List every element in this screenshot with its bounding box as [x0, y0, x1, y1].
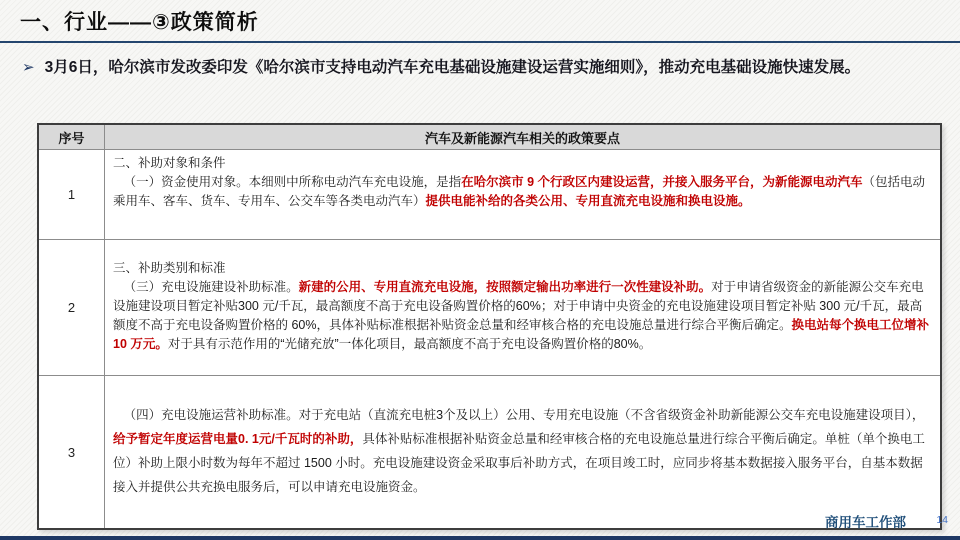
policy-paragraph — [113, 403, 931, 499]
policy-text-segment: （一）资金使用对象。本细则中所称电动汽车充电设施，是指 — [123, 175, 462, 189]
summary-bullet — [22, 57, 938, 79]
policy-text-segment-emphasis: 给予暂定年度运营电量0. 1元/千瓦时的补助， — [113, 432, 363, 446]
policy-text-segment: 对于具有示范作用的“光储充放”一体化项目，最高额度不高于充电设备购置价格的80%。 — [167, 337, 652, 351]
page-title: 一、行业——③政策简析 — [20, 11, 259, 34]
bullet-arrow-icon: ➢ — [22, 59, 35, 76]
column-header-number: 序号 — [38, 124, 105, 150]
policy-text-segment-emphasis: 换电站每个换电工位增补 10 万元。 — [113, 318, 930, 351]
policy-cell — [105, 376, 942, 530]
footer-department: 商用车工作部 — [825, 515, 906, 530]
policy-text-segment: （四）充电设施运营补助标准。对于充电站（直流充电桩3个及以上）公用、专用充电设施（不含省级资金补助新能源公交车充电设施建设项目）， — [123, 408, 925, 422]
policy-text-segment: 具体补贴标准根据补贴资金总量和经审核合格的充电设施总量进行综合平衡后确定。单桩（单个换电工位）补助上限小时数为每年不超过 1500 小时。充电设施建设资金采取事后补助方式，在项目竣工时，应同步将基本数据接入服务平台，自基本数据接入并提供公共充换电服务后，可以申请充电设施资金。 — [113, 432, 925, 494]
policy-table — [37, 123, 942, 530]
row-number: 1 — [38, 150, 105, 240]
policy-text-segment: （三）充电设施建设补助标准。 — [123, 280, 299, 294]
title-divider — [0, 41, 960, 43]
policy-section-heading: 二、补助对象和条件 — [113, 156, 226, 170]
policy-cell — [105, 150, 942, 240]
policy-section-heading: 三、补助类别和标准 — [113, 261, 226, 275]
policy-cell — [105, 240, 942, 376]
policy-paragraph — [113, 173, 931, 211]
policy-text-segment-emphasis: 提供电能补给的各类公用、专用直流充电设施和换电设施。 — [425, 194, 751, 208]
bottom-accent-bar — [0, 536, 960, 540]
policy-text-segment-emphasis: 新建的公用、专用直流充电设施，按照额定输出功率进行一次性建设补助。 — [298, 280, 712, 294]
policy-text-segment: （包括电动乘用车、客车、货车、专用车、公交车等各类电动汽车） — [113, 175, 926, 208]
policy-text-segment: 对于申请省级资金的新能源公交车充电设施建设项目暂定补贴300 元/千瓦，最高额度不高于充电设备购置价格的60%；对于申请中央资金的充电设施建设项目暂定补贴 300 元/千瓦，最高额度不高于充电设备购置价格的 60%，具体补贴标准根据补贴资金总量和经审核合格的充电设施总量进行综合平衡后确定。 — [113, 280, 924, 332]
table-row — [38, 150, 941, 240]
table-header-row — [38, 124, 941, 150]
row-number: 3 — [38, 376, 105, 530]
table-row — [38, 240, 941, 376]
column-header-policy: 汽车及新能源汽车相关的政策要点 — [105, 124, 942, 150]
page-number: 14 — [936, 514, 948, 526]
policy-text-segment-emphasis: 在哈尔滨市 9 个行政区内建设运营，并接入服务平台，为新能源电动汽车 — [461, 175, 863, 189]
summary-text: 3月6日，哈尔滨市发改委印发《哈尔滨市支持电动汽车充电基础设施建设运营实施细则》，推动充电基础设施快速发展。 — [44, 59, 861, 76]
policy-paragraph — [113, 278, 931, 354]
row-number: 2 — [38, 240, 105, 376]
table-row — [38, 376, 941, 530]
